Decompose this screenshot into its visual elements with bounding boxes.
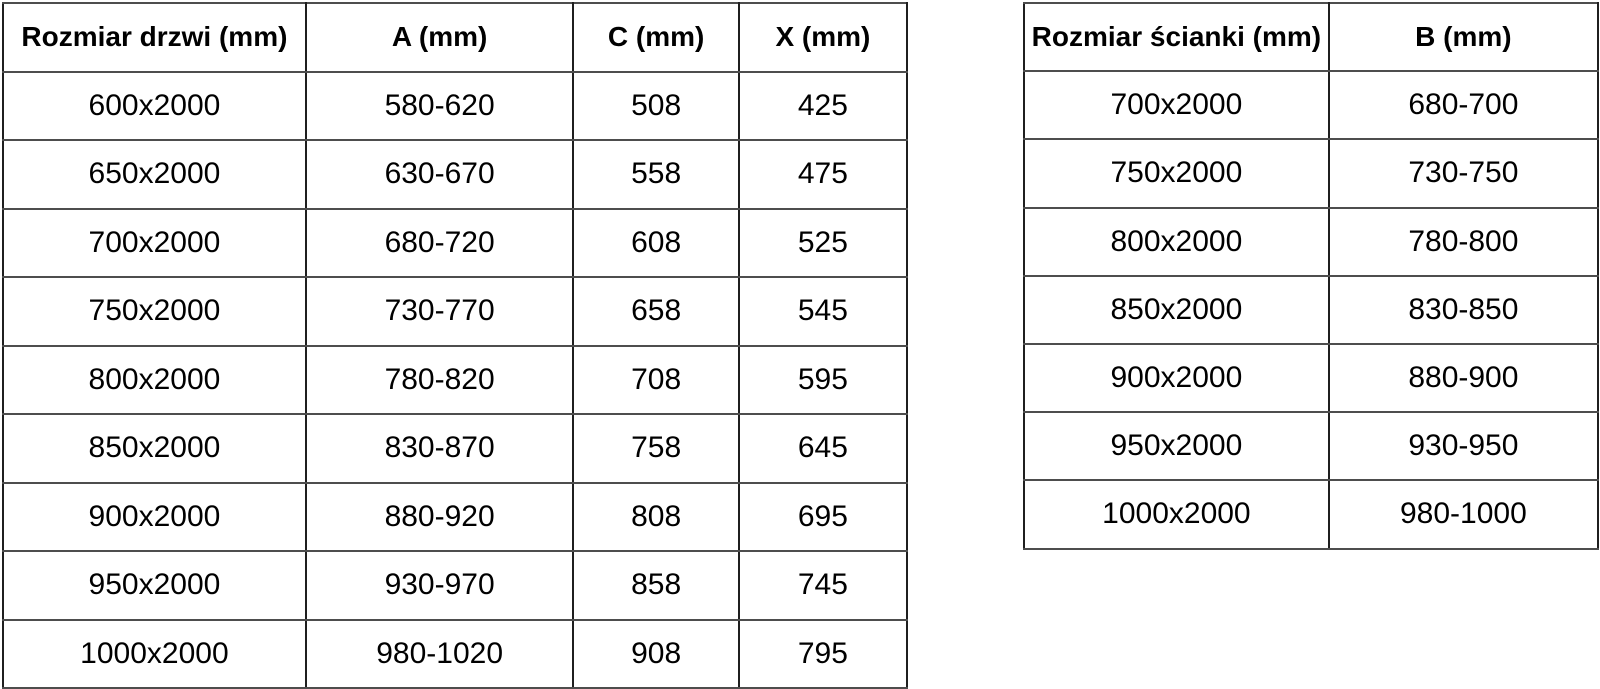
door-x-cell: 545 [739, 277, 907, 346]
door-a-cell: 630-670 [306, 140, 574, 209]
door-a-cell: 930-970 [306, 551, 574, 620]
door-x-cell: 745 [739, 551, 907, 620]
door-size-cell: 700x2000 [3, 209, 306, 278]
door-table-header-row [3, 3, 907, 72]
door-size-cell: 800x2000 [3, 346, 306, 415]
door-table-row [3, 551, 907, 620]
wall-b-cell: 680-700 [1329, 71, 1598, 139]
door-c-cell: 858 [573, 551, 738, 620]
wall-b-cell: 980-1000 [1329, 480, 1598, 548]
wall-table-row [1024, 276, 1598, 344]
wall-b-cell: 780-800 [1329, 208, 1598, 276]
wall-col-header-b: B (mm) [1329, 3, 1598, 71]
wall-size-cell: 800x2000 [1024, 208, 1329, 276]
wall-size-table [1023, 2, 1599, 550]
door-size-cell: 900x2000 [3, 483, 306, 552]
wall-table-row [1024, 71, 1598, 139]
door-size-cell: 650x2000 [3, 140, 306, 209]
wall-size-cell: 950x2000 [1024, 412, 1329, 480]
door-size-cell: 850x2000 [3, 414, 306, 483]
door-table-row [3, 620, 907, 689]
wall-size-cell: 850x2000 [1024, 276, 1329, 344]
door-table-row [3, 346, 907, 415]
door-size-cell: 600x2000 [3, 72, 306, 141]
wall-size-cell: 750x2000 [1024, 139, 1329, 207]
door-size-table [2, 2, 908, 689]
wall-table-row [1024, 480, 1598, 548]
door-c-cell: 758 [573, 414, 738, 483]
door-table-row [3, 209, 907, 278]
door-c-cell: 608 [573, 209, 738, 278]
wall-b-cell: 930-950 [1329, 412, 1598, 480]
door-table-row [3, 414, 907, 483]
door-c-cell: 558 [573, 140, 738, 209]
door-x-cell: 695 [739, 483, 907, 552]
door-x-cell: 475 [739, 140, 907, 209]
door-col-header-size: Rozmiar drzwi (mm) [3, 3, 306, 72]
wall-size-cell: 1000x2000 [1024, 480, 1329, 548]
door-a-cell: 980-1020 [306, 620, 574, 689]
wall-b-cell: 880-900 [1329, 344, 1598, 412]
door-a-cell: 580-620 [306, 72, 574, 141]
door-c-cell: 508 [573, 72, 738, 141]
door-c-cell: 808 [573, 483, 738, 552]
door-c-cell: 658 [573, 277, 738, 346]
door-size-cell: 750x2000 [3, 277, 306, 346]
wall-table-row [1024, 208, 1598, 276]
wall-b-cell: 730-750 [1329, 139, 1598, 207]
wall-table-header-row [1024, 3, 1598, 71]
door-col-header-x: X (mm) [739, 3, 907, 72]
wall-b-cell: 830-850 [1329, 276, 1598, 344]
door-table-row [3, 277, 907, 346]
wall-size-cell: 700x2000 [1024, 71, 1329, 139]
door-a-cell: 680-720 [306, 209, 574, 278]
wall-size-cell: 900x2000 [1024, 344, 1329, 412]
door-col-header-c: C (mm) [573, 3, 738, 72]
wall-col-header-size: Rozmiar ścianki (mm) [1024, 3, 1329, 71]
door-c-cell: 708 [573, 346, 738, 415]
door-table-row [3, 140, 907, 209]
door-x-cell: 645 [739, 414, 907, 483]
door-c-cell: 908 [573, 620, 738, 689]
door-a-cell: 730-770 [306, 277, 574, 346]
door-col-header-a: A (mm) [306, 3, 574, 72]
door-size-cell: 950x2000 [3, 551, 306, 620]
wall-table-row [1024, 344, 1598, 412]
door-x-cell: 425 [739, 72, 907, 141]
door-table-row [3, 483, 907, 552]
door-a-cell: 880-920 [306, 483, 574, 552]
door-a-cell: 780-820 [306, 346, 574, 415]
wall-table-row [1024, 139, 1598, 207]
door-table-row [3, 72, 907, 141]
door-x-cell: 595 [739, 346, 907, 415]
wall-table-row [1024, 412, 1598, 480]
door-a-cell: 830-870 [306, 414, 574, 483]
door-size-cell: 1000x2000 [3, 620, 306, 689]
door-x-cell: 795 [739, 620, 907, 689]
door-x-cell: 525 [739, 209, 907, 278]
